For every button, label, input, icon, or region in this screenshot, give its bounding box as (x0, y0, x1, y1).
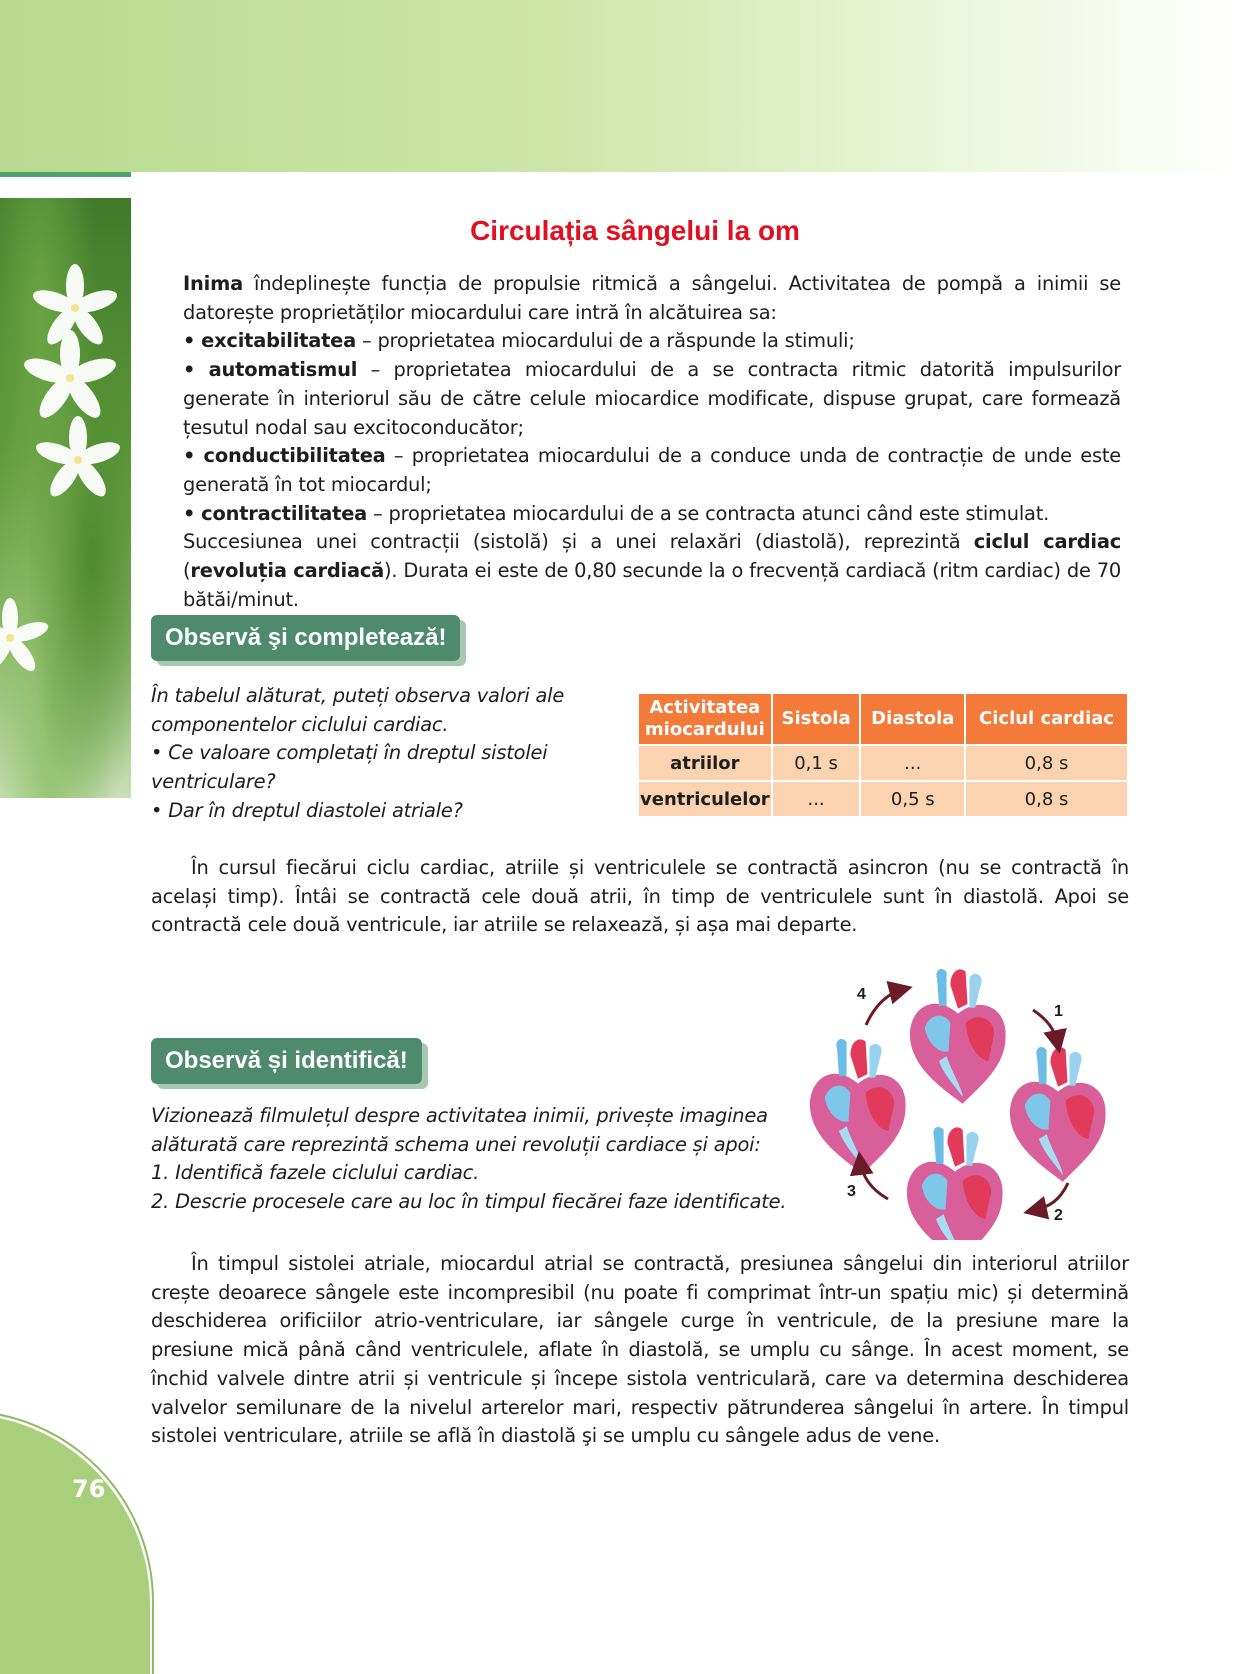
cycle-text: ( (183, 559, 191, 583)
text-line: • Ce valoare completați în dreptul sistolei (151, 741, 548, 765)
property-item (143, 500, 1121, 529)
bullet: • (183, 358, 196, 382)
arrow-4 (866, 989, 904, 1025)
heart-term: Inima (183, 272, 243, 295)
bullet: • (183, 329, 196, 353)
property-item (143, 442, 1121, 499)
column-header: Ciclul cardiac (966, 694, 1127, 744)
property-term: conductibilitatea (203, 444, 386, 468)
heart-desc: îndeplinește funcția de propulsie ritmică a sângelui. Activitatea de pompă a inimii se datorește proprietăților miocardului care intră în alcătuirea sa: (183, 272, 1121, 324)
cycle-term: ciclul cardiac (973, 530, 1121, 554)
property-term: contractilitatea (201, 501, 368, 525)
property-def: – proprietatea miocardului de a răspunde la stimuli; (356, 329, 855, 353)
heart-phase-4 (810, 1039, 906, 1174)
systole-paragraph: În timpul sistolei atriale, miocardul atrial se contractă, presiunea sângelui din interiorul atriilor crește deoarece sângele este incompresibil (nu poate fi comprimat într-un spațiu mic) și determină deschiderea orificiilor atrio-ventriculare, iar sângele curge în ventricule, de la presiune mare la presiune mică până când ventriculele, aflate în diastolă, se umplu cu sânge. În acest moment, se închid valvele dintre atrii și ventricule și începe sistola ventriculară, care va determina deschiderea valvelor semilunare de la nivelul arterelor mari, respectiv pătrunderea sângelui în artere. În timpul sistolei ventriculare, atriile se află în diastolă şi se umplu cu sângele adus de vene. (151, 1252, 1129, 1448)
table-cell: 0,8 s (966, 782, 1127, 816)
table-cell: ... (773, 782, 860, 816)
text-line: 1. Identifică fazele ciclului cardiac. (151, 1161, 480, 1185)
cycle-text: Succesiunea unei contracții (sistolă) și a unei relaxări (diastolă), reprezintă (183, 530, 974, 554)
header-rule (0, 172, 131, 177)
page-corner-decoration (0, 1414, 150, 1674)
cardiac-cycle-figure (800, 955, 1120, 1240)
text-line: ventriculare? (151, 770, 276, 794)
observe-identify-text (151, 1102, 791, 1217)
observe-identify-badge: Observă și identifică! (151, 1038, 422, 1084)
table-cell: 0,5 s (861, 782, 964, 816)
bullet: • (183, 501, 196, 525)
row-header: ventriculelor (639, 782, 771, 816)
table-cell: 0,1 s (773, 746, 860, 780)
heart-paragraph (143, 270, 1121, 327)
text-line: • Dar în dreptul diastolei atriale? (151, 798, 463, 822)
observe-complete-text (151, 682, 621, 826)
heart-phase-2 (1010, 1047, 1106, 1182)
cardiac-cycle-paragraph (143, 528, 1121, 614)
cycle-term: revoluția cardiacă (190, 559, 385, 583)
intro-text (143, 270, 1121, 614)
table-row (639, 746, 1127, 780)
property-def: – proprietatea miocardului de a se contracta atunci când este stimulat. (367, 501, 1050, 525)
table-cell: 0,8 s (966, 746, 1127, 780)
table-row (639, 782, 1127, 816)
observe-complete-badge: Observă şi completează! (151, 615, 460, 661)
bullet: • (183, 444, 196, 468)
cardiac-cycle-table (637, 692, 1129, 818)
property-term: automatismul (208, 358, 358, 382)
phase-label: 2 (1054, 1207, 1063, 1224)
text-line: alăturată care reprezintă schema unei revoluții cardiace și apoi: (151, 1132, 761, 1156)
text-line: Vizionează filmulețul despre activitatea inimii, privește imaginea (151, 1104, 768, 1127)
phase-label: 4 (857, 986, 866, 1003)
heart-phase-1 (910, 969, 1006, 1104)
jasmine-flower-photo (0, 198, 131, 798)
header-band (0, 0, 1240, 172)
property-item (143, 356, 1121, 442)
column-header: Sistola (773, 694, 860, 744)
page-title: Circulația sângelui la om (470, 215, 800, 246)
table-header-row (639, 694, 1127, 744)
property-def: – proprietatea miocardului de a conduce unda de contracție de unde este generată în tot miocardul; (183, 444, 1122, 496)
text-line: În tabelul alăturat, puteți observa valori ale (151, 684, 565, 707)
column-header: Activitatea miocardului (639, 694, 771, 744)
text-line: 2. Descrie procesele care au loc în timpul fiecărei faze identificate. (151, 1190, 787, 1214)
property-item (143, 327, 1121, 356)
page-number: 76 (72, 1475, 106, 1503)
heart-phase-3 (907, 1127, 1003, 1240)
phase-label: 1 (1054, 1003, 1063, 1020)
table-cell: ... (861, 746, 964, 780)
property-def: – proprietatea miocardului de a se contracta ritmic datorită impulsurilor generate în interiorul său de către celule miocardice modificate, dispuse grupat, care formează țesutul nodal sau excitoconducător; (183, 358, 1122, 439)
column-header: Diastola (861, 694, 964, 744)
text-line: componentelor ciclului cardiac. (151, 712, 449, 736)
property-term: excitabilitatea (201, 329, 357, 353)
cycle-text: ). Durata ei este de 0,80 secunde la o frecvență cardiacă (ritm cardiac) de 70 bătăi/minut. (183, 559, 1121, 611)
row-header: atriilor (639, 746, 771, 780)
flower-illustration (0, 198, 131, 798)
asynchrony-paragraph: În cursul fiecărui ciclu cardiac, atriile și ventriculele se contractă asincron (nu se contractă în același timp). Întâi se contractă cele două atrii, în timp de ventriculele sunt în diastolă. Apoi se contractă cele două ventricule, iar atriile se relaxează, și așa mai departe. (151, 856, 1129, 937)
phase-label: 3 (847, 1183, 856, 1200)
